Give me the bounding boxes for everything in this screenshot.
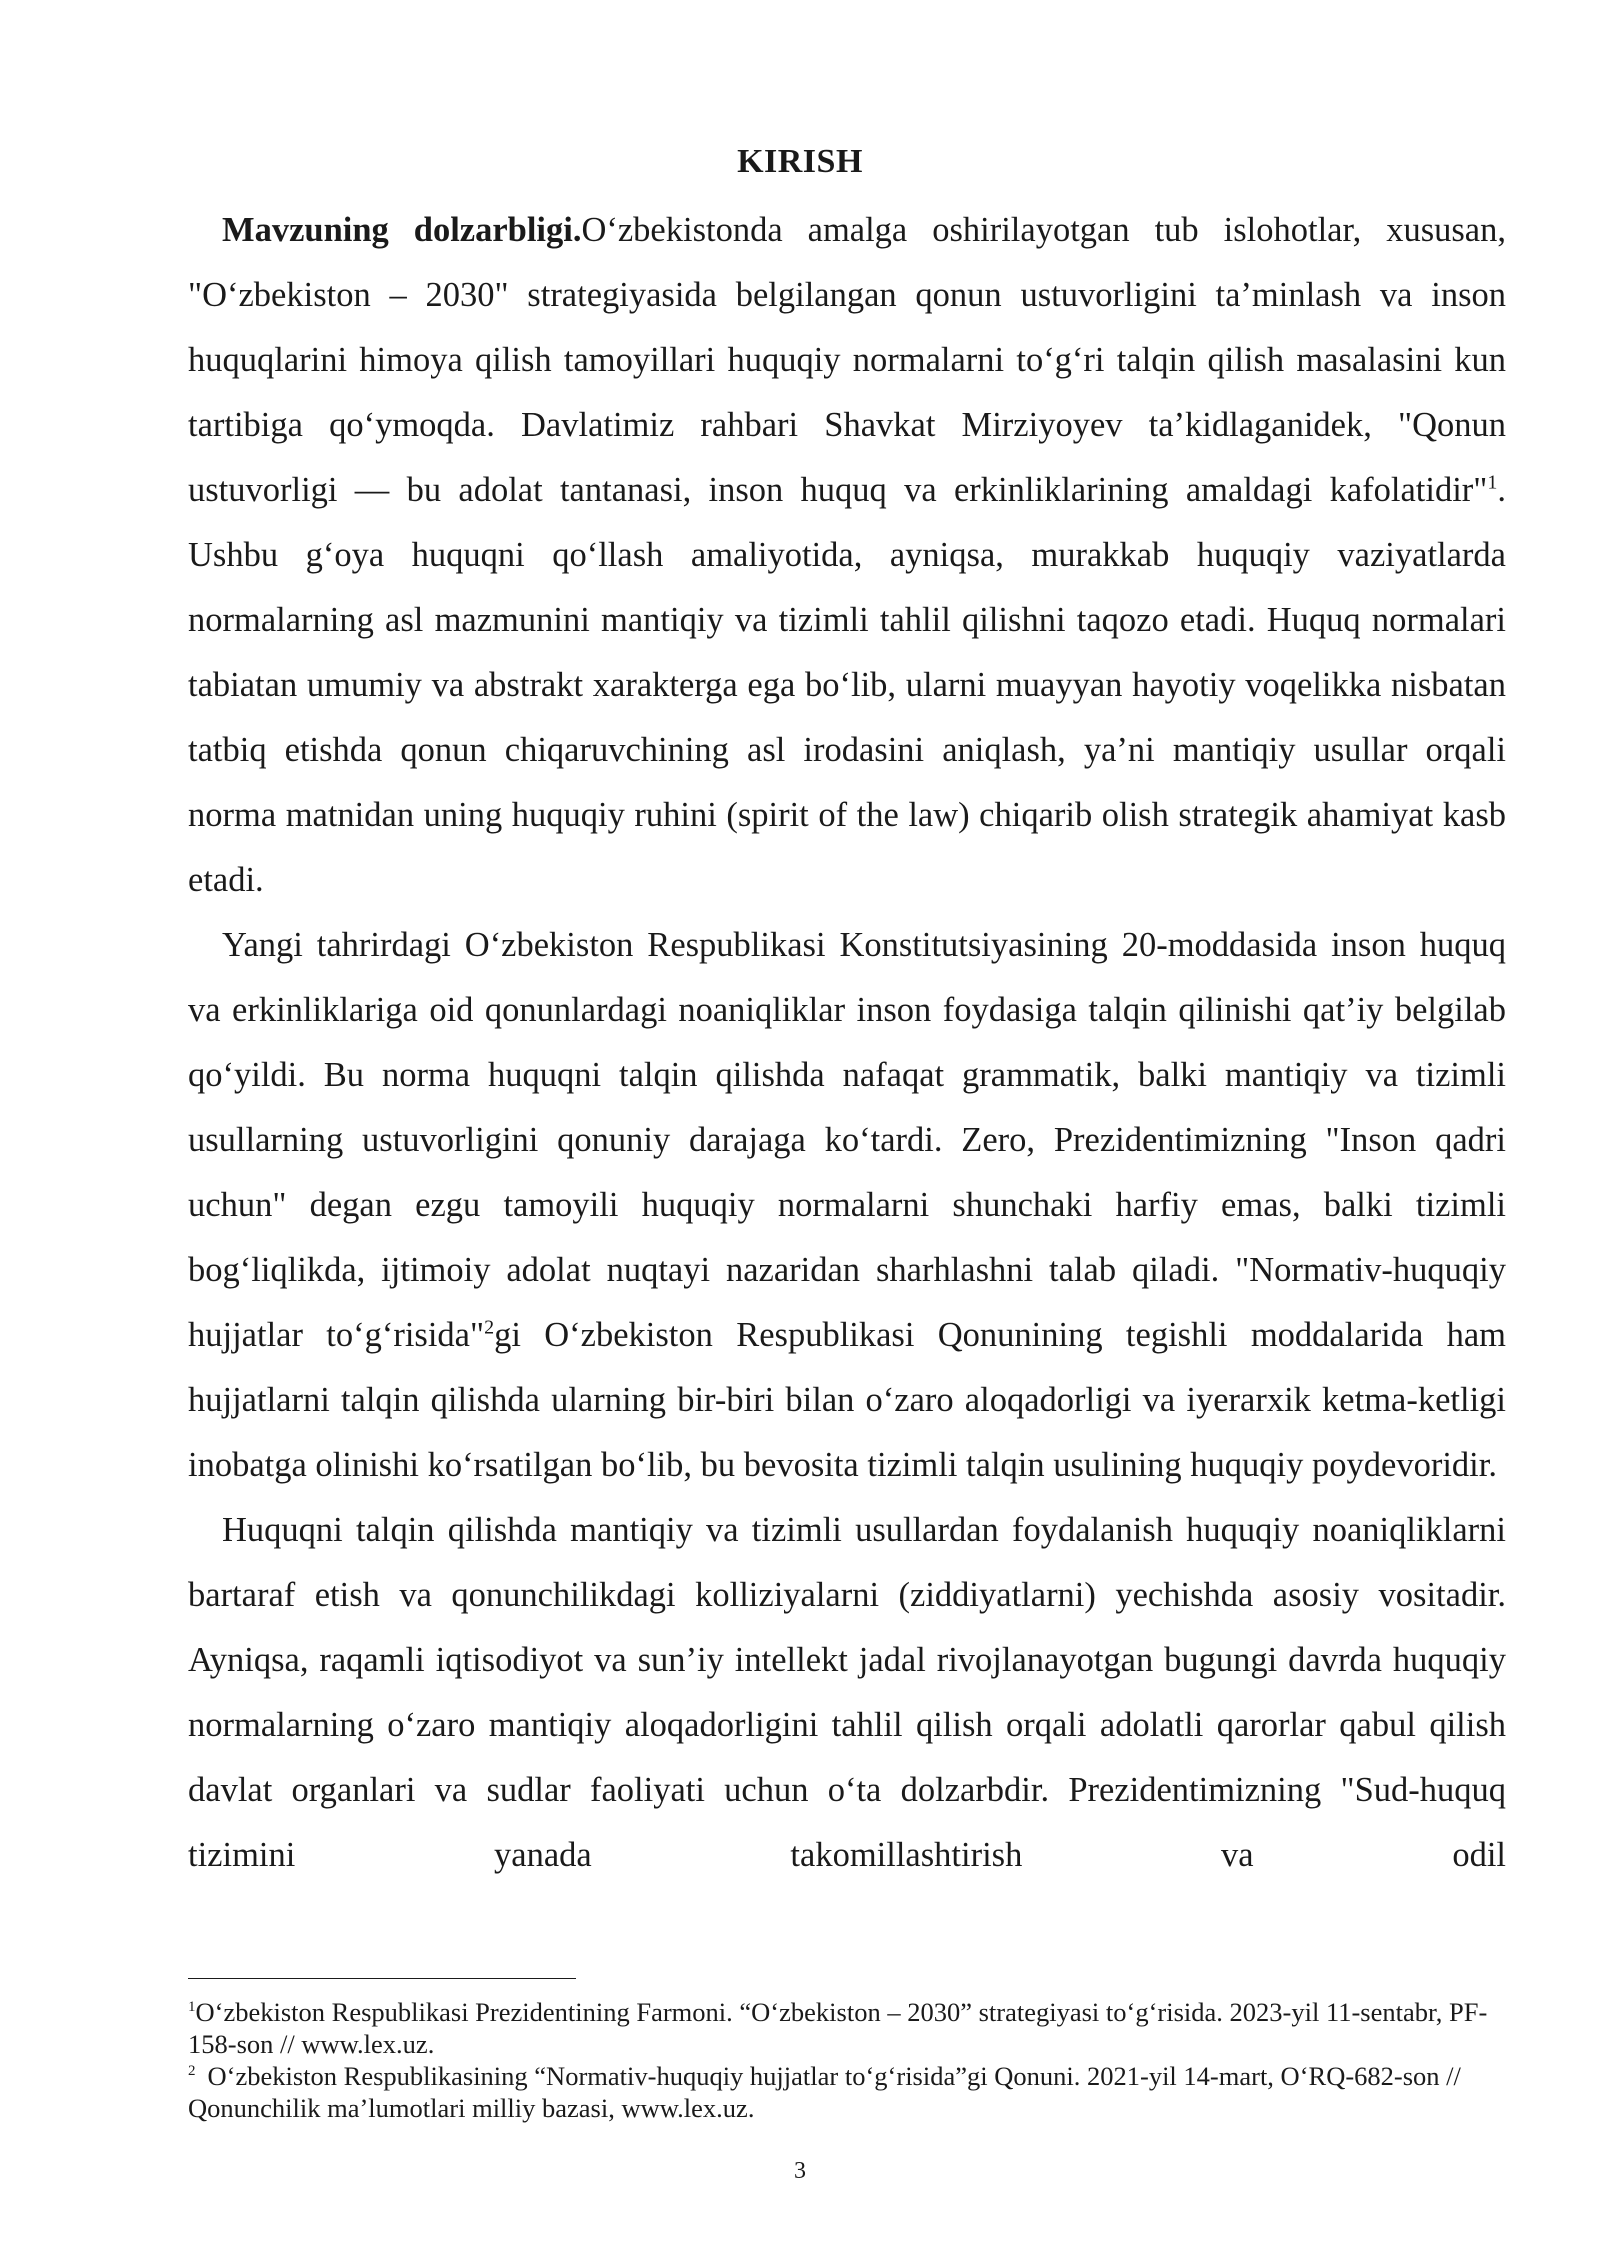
- paragraph-methods: [188, 1498, 1506, 1888]
- body-text: [188, 198, 1506, 1888]
- paragraph-constitution: [188, 913, 1506, 1498]
- paragraph-lead: Mavzuning dolzarbligi.: [222, 211, 582, 249]
- footnotes: [188, 1996, 1506, 2124]
- paragraph-text: Yangi tahrirdagi O‘zbekiston Respublikasi Konstitutsiyasining 20-moddasida inson huquq va erkinliklariga oid qonunlardagi noaniqliklar inson foydasiga talqin qilinishi qat’iy belgilab qo‘yildi. Bu norma huquqni talqin qilishda nafaqat grammatik, balki mantiqiy va tizimli usullarning ustuvorligini qonuniy darajaga ko‘tardi. Zero, Prezidentimizning "Inson qadri uchun" degan ezgu tamoyili huquqiy normalarni shunchaki harfiy emas, balki tizimli bog‘liqlikda, ijtimoiy adolat nuqtayi nazaridan sharhlashni talab qiladi. "Normativ-huquqiy hujjatlar to‘g‘risida": [188, 926, 1506, 1354]
- footnote-2: [188, 2060, 1506, 2124]
- paragraph-text: Huquqni talqin qilishda mantiqiy va tizimli usullardan foydalanish huquqiy noaniqliklarni bartaraf etish va qonunchilikdagi kolliziyalarni (ziddiyatlarni) yechishda asosiy vositadir. Ayniqsa, raqamli iqtisodiyot va sun’iy intellekt jadal rivojlanayotgan bugungi davrda huquqiy normalarning o‘zaro mantiqiy aloqadorligini tahlil qilish orqali adolatli qarorlar qabul qilish davlat organlari va sudlar faoliyati uchun o‘ta dolzarbdir. Prezidentimizning "Sud-huquq tizimini yanada takomillashtirish va odil: [188, 1511, 1506, 1874]
- footnote-separator: [188, 1978, 576, 1979]
- page-number: 3: [794, 2158, 806, 2184]
- paragraph-text: O‘zbekistonda amalga oshirilayotgan tub islohotlar, xususan, "O‘zbekiston – 2030" strategiyasida belgilangan qonun ustuvorligini ta’minlash va inson huquqlarini himoya qilish tamoyillari huquqiy normalarni to‘g‘ri talqin qilish masalasini kun tartibiga qo‘ymoqda. Davlatimiz rahbari Shavkat Mirziyoyev ta’kidlaganidek, "Qonun ustuvorligi — bu adolat tantanasi, inson huquq va erkinliklarining amaldagi kafolatidir": [188, 211, 1506, 509]
- footnote-mark: 2: [188, 2063, 196, 2080]
- paragraph-relevance: [188, 198, 1506, 913]
- footnote-1: [188, 1996, 1506, 2060]
- footnote-text: O‘zbekiston Respublikasining “Normativ-huquqiy hujjatlar to‘g‘risida”gi Qonuni. 2021-yil 14-mart, O‘RQ-682-son // Qonunchilik ma’lumotlari milliy bazasi, www.lex.uz.: [188, 2061, 1461, 2123]
- paragraph-text: gi O‘zbekiston Respublikasi Qonunining tegishli moddalarida ham hujjatlarni talqin qilishda ularning bir-biri bilan o‘zaro aloqadorligi va iyerarxik ketma-ketligi inobatga olinishi ko‘rsatilgan bo‘lib, bu bevosita tizimli talqin usulining huquqiy poydevoridir.: [188, 1316, 1506, 1484]
- paragraph-text: . Ushbu g‘oya huquqni qo‘llash amaliyotida, ayniqsa, murakkab huquqiy vaziyatlarda normalarning asl mazmunini mantiqiy va tizimli tahlil qilishni taqozo etadi. Huquq normalari tabiatan umumiy va abstrakt xarakterga ega bo‘lib, ularni muayyan hayotiy voqelikka nisbatan tatbiq etishda qonun chiqaruvchining asl irodasini aniqlash, ya’ni mantiqiy usullar orqali norma matnidan uning huquqiy ruhini (spirit of the law) chiqarib olish strategik ahamiyat kasb etadi.: [188, 471, 1506, 899]
- footnote-text: O‘zbekiston Respublikasi Prezidentining Farmoni. “O‘zbekiston – 2030” strategiyasi to‘g‘risida. 2023-yil 11-sentabr, PF-158-son // www.lex.uz.: [188, 1997, 1488, 2059]
- footnote-mark: 1: [188, 1999, 196, 2016]
- section-heading: KIRISH: [737, 143, 863, 180]
- footnote-reference: 2: [484, 1316, 495, 1339]
- footnote-reference: 1: [1487, 471, 1498, 494]
